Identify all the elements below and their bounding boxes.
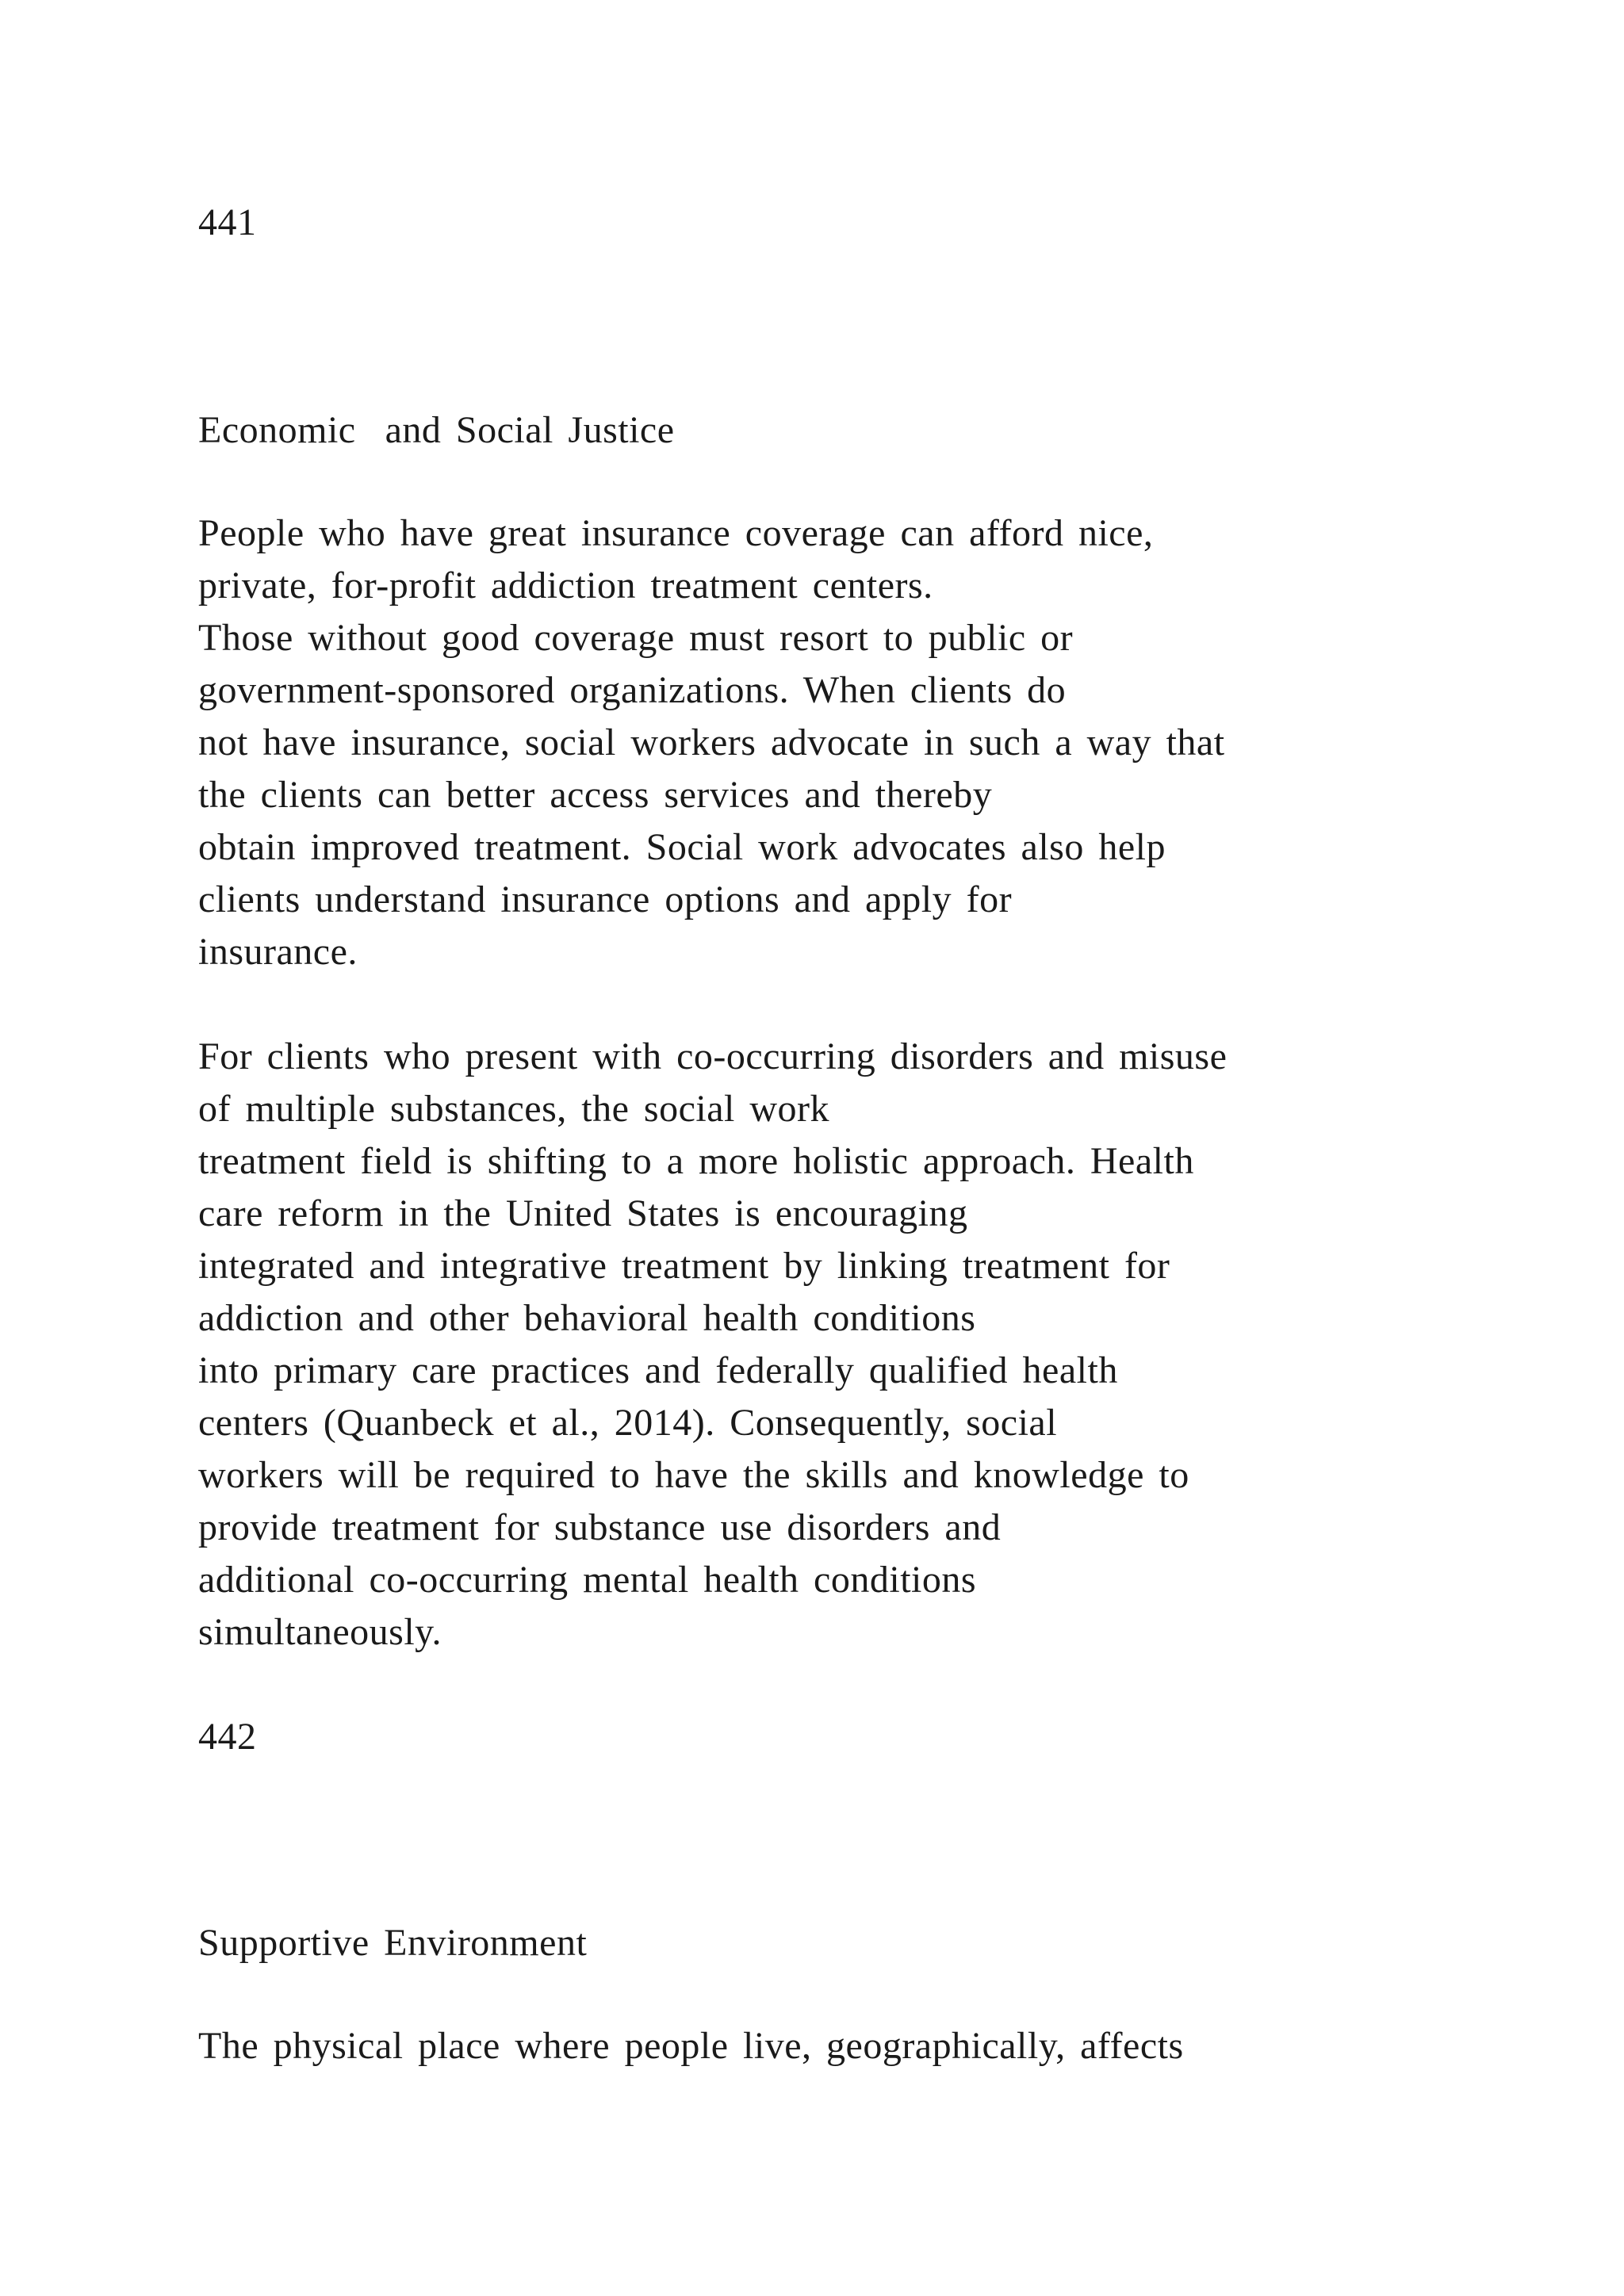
text-line: clients understand insurance options and apply for xyxy=(198,878,1013,920)
text-line: additional co-occurring mental health conditions xyxy=(198,1559,977,1601)
text-line: integrated and integrative treatment by linking treatment for xyxy=(198,1245,1170,1287)
text-line: The physical place where people live, geographically, affects xyxy=(198,2025,1184,2067)
text-line: private, for-profit addiction treatment centers. xyxy=(198,564,933,607)
section-heading: Economic and Social Justice xyxy=(198,409,675,451)
text-line: provide treatment for substance use disorders and xyxy=(198,1506,1002,1548)
page-number: 441 xyxy=(198,201,257,243)
text-line: obtain improved treatment. Social work advocates also help xyxy=(198,826,1166,868)
text-line: treatment field is shifting to a more holistic approach. Health xyxy=(198,1140,1194,1182)
text-line: government-sponsored organizations. When clients do xyxy=(198,669,1067,711)
page-number: 442 xyxy=(198,1716,257,1758)
text-line: centers (Quanbeck et al., 2014). Consequently, social xyxy=(198,1402,1058,1444)
text-line: simultaneously. xyxy=(198,1611,442,1653)
text-line: workers will be required to have the skills and knowledge to xyxy=(198,1454,1189,1496)
text-line: into primary care practices and federally qualified health xyxy=(198,1349,1118,1391)
text-line: care reform in the United States is encouraging xyxy=(198,1192,968,1234)
text-line: insurance. xyxy=(198,931,358,973)
text-line: People who have great insurance coverage can afford nice, xyxy=(198,512,1154,554)
section-heading: Supportive Environment xyxy=(198,1922,588,1964)
text-line: For clients who present with co-occurring disorders and misuse xyxy=(198,1035,1228,1077)
text-line: not have insurance, social workers advocate in such a way that xyxy=(198,721,1225,763)
text-line: Those without good coverage must resort to public or xyxy=(198,617,1074,659)
text-line: of multiple substances, the social work xyxy=(198,1088,830,1130)
text-line: the clients can better access services and thereby xyxy=(198,774,993,816)
text-line: addiction and other behavioral health conditions xyxy=(198,1297,976,1339)
